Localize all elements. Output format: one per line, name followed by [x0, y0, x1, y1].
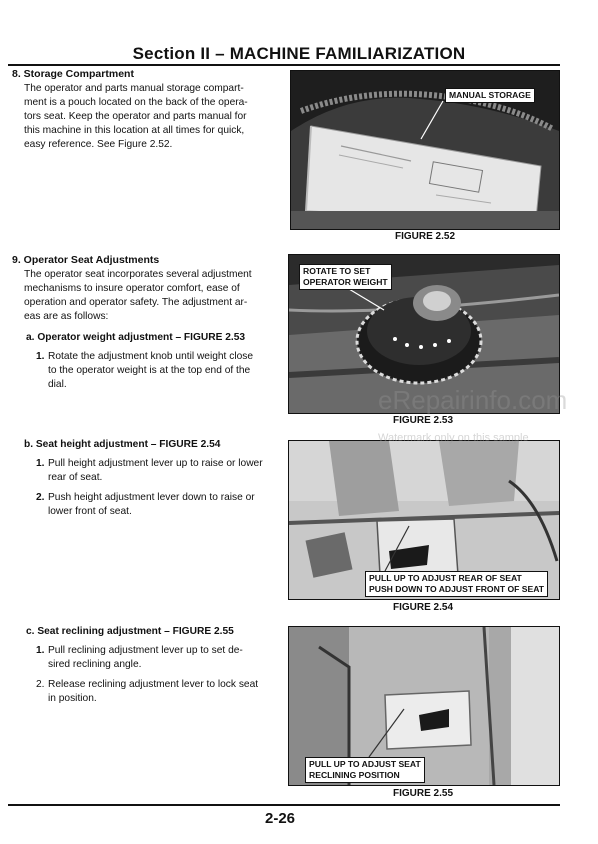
text-line: easy reference. See Figure 2.52. — [24, 139, 173, 150]
page-title: Section II – MACHINE FAMILIARIZATION — [132, 44, 466, 63]
text-line: Pull reclining adjustment lever up to set de- — [48, 645, 243, 656]
callout-recline-lever — [305, 757, 425, 783]
text-line: Rotate the adjustment knob until weight close — [48, 351, 254, 362]
callout-height-lever — [365, 571, 548, 597]
step-number: 1. — [36, 351, 45, 362]
height-step-1 — [36, 457, 276, 485]
text-line: Pull height adjustment lever up to raise or lower — [48, 458, 263, 469]
callout-line: OPERATOR WEIGHT — [303, 277, 388, 287]
figure-caption: FIGURE 2.53 — [392, 415, 454, 426]
callout-line: PUSH DOWN TO ADJUST FRONT OF SEAT — [369, 584, 545, 594]
text-line: Release reclining adjustment lever to lock seat — [48, 679, 259, 690]
footer-rule — [8, 804, 560, 806]
text-line: dial. — [48, 379, 67, 390]
seat-paragraph — [24, 268, 274, 324]
text-line: operation and operator safety. The adjustment ar- — [24, 297, 248, 308]
figure-caption: FIGURE 2.52 — [394, 231, 456, 242]
page-number: 2-26 — [264, 810, 296, 827]
step-number: 2. — [36, 679, 45, 690]
recline-heading: c. Seat reclining adjustment – FIGURE 2.55 — [26, 626, 234, 637]
figure-caption: FIGURE 2.54 — [392, 602, 454, 613]
text-line: ment is a pouch located on the back of the opera- — [24, 97, 248, 108]
recline-step-2 — [36, 678, 276, 706]
weight-heading: a. Operator weight adjustment – FIGURE 2.53 — [26, 332, 246, 343]
callout-manual-storage: MANUAL STORAGE — [445, 88, 535, 103]
text-line: The operator seat incorporates several adjustment — [24, 269, 252, 280]
callout-rotate-weight — [299, 264, 392, 290]
callout-line: PULL UP TO ADJUST SEAT — [309, 759, 421, 769]
callout-line: RECLINING POSITION — [309, 770, 400, 780]
text-line: lower front of seat. — [48, 506, 132, 517]
text-line: this machine in this location at all times for quick, — [24, 125, 245, 136]
step-number: 2. — [36, 492, 45, 503]
watermark-text: eRepairinfo.com — [378, 385, 568, 415]
height-step-2 — [36, 491, 276, 519]
text-line: to the operator weight is at the top end of the — [48, 365, 251, 376]
storage-paragraph — [24, 82, 274, 152]
text-line: in position. — [48, 693, 97, 704]
text-line: eas are as follows: — [24, 311, 109, 322]
callout-line: PULL UP TO ADJUST REAR OF SEAT — [369, 573, 522, 583]
text-line: Push height adjustment lever down to raise or — [48, 492, 255, 503]
storage-heading: 8. Storage Compartment — [12, 68, 134, 80]
callout-line: ROTATE TO SET — [303, 266, 371, 276]
text-line: tors seat. Keep the operator and parts manual for — [24, 111, 247, 122]
text-line: rear of seat. — [48, 472, 103, 483]
figure-caption: FIGURE 2.55 — [392, 788, 454, 799]
weight-step-1 — [36, 350, 276, 392]
height-heading: b. Seat height adjustment – FIGURE 2.54 — [24, 439, 221, 450]
watermark-subtext: Watermark only on this sample — [378, 432, 529, 444]
header-rule — [8, 64, 560, 66]
step-number: 1. — [36, 645, 45, 656]
figure-2-52-photo — [290, 70, 560, 230]
text-line: mechanisms to insure operator comfort, ease of — [24, 283, 240, 294]
text-line: sired reclining angle. — [48, 659, 142, 670]
recline-step-1 — [36, 644, 276, 672]
seat-heading: 9. Operator Seat Adjustments — [12, 254, 160, 266]
step-number: 1. — [36, 458, 45, 469]
text-line: The operator and parts manual storage compart- — [24, 83, 244, 94]
figure-2-55-photo — [288, 626, 560, 786]
figure-2-54-photo — [288, 440, 560, 600]
